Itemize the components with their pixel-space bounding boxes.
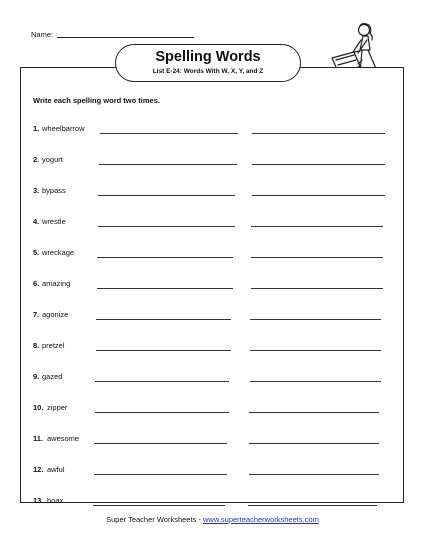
word-number: 3. <box>33 186 40 195</box>
word-number: 7. <box>33 310 40 319</box>
word-number: 8. <box>33 341 40 350</box>
word-number: 12. <box>33 465 44 474</box>
spelling-word: awful <box>47 465 65 474</box>
word-row <box>33 217 393 229</box>
writing-line-first[interactable] <box>98 195 235 196</box>
writing-line-first[interactable] <box>94 443 227 444</box>
writing-line-second[interactable] <box>251 226 383 227</box>
word-row <box>33 372 393 384</box>
word-number: 6. <box>33 279 40 288</box>
word-row <box>33 248 393 260</box>
word-number: 1. <box>33 124 40 133</box>
page-title: Spelling Words <box>155 49 261 65</box>
writing-line-second[interactable] <box>250 319 381 320</box>
spelling-word: pretzel <box>42 341 65 350</box>
word-row <box>33 155 393 167</box>
writing-line-second[interactable] <box>251 257 383 258</box>
spelling-word: bypass <box>42 186 66 195</box>
name-underline[interactable] <box>57 37 194 38</box>
footer <box>0 515 425 524</box>
footer-brand: Super Teacher Worksheets - <box>106 515 203 524</box>
word-row <box>33 434 393 446</box>
writing-line-first[interactable] <box>97 288 233 289</box>
writing-line-first[interactable] <box>95 412 229 413</box>
writing-line-first[interactable] <box>94 474 227 475</box>
spelling-word: zipper <box>47 403 68 412</box>
name-field[interactable] <box>31 30 194 39</box>
writing-line-second[interactable] <box>250 350 381 351</box>
writing-line-first[interactable] <box>100 133 238 134</box>
word-row <box>33 124 393 136</box>
word-number: 5. <box>33 248 40 257</box>
writing-line-first[interactable] <box>96 319 231 320</box>
word-row <box>33 496 393 508</box>
word-row <box>33 465 393 477</box>
writing-line-first[interactable] <box>97 257 233 258</box>
writing-line-second[interactable] <box>252 164 385 165</box>
writing-line-second[interactable] <box>249 443 379 444</box>
word-row <box>33 310 393 322</box>
writing-line-first[interactable] <box>96 350 231 351</box>
word-number: 2. <box>33 155 40 164</box>
word-row <box>33 186 393 198</box>
word-row <box>33 403 393 415</box>
word-number: 11. <box>33 434 44 443</box>
writing-line-second[interactable] <box>250 381 381 382</box>
writing-line-first[interactable] <box>99 164 237 165</box>
spelling-word: awesome <box>47 434 80 443</box>
word-row <box>33 279 393 291</box>
spelling-word: yogurt <box>42 155 63 164</box>
writing-line-second[interactable] <box>249 474 379 475</box>
writing-line-second[interactable] <box>252 195 385 196</box>
writing-line-first[interactable] <box>95 381 229 382</box>
word-number: 4. <box>33 217 40 226</box>
instructions: Write each spelling word two times. <box>33 96 160 105</box>
writing-line-second[interactable] <box>252 133 385 134</box>
word-number: 13. <box>33 496 44 505</box>
spelling-word: amazing <box>42 279 71 288</box>
footer-link[interactable]: www.superteacherworksheets.com <box>202 515 319 524</box>
spelling-word: wrestle <box>42 217 66 226</box>
spelling-word: hoax <box>47 496 64 505</box>
spelling-word: wheelbarrow <box>42 124 85 133</box>
writing-line-second[interactable] <box>251 288 383 289</box>
writing-line-first[interactable] <box>93 505 225 506</box>
writing-line-first[interactable] <box>98 226 235 227</box>
word-number: 10. <box>33 403 44 412</box>
title-banner <box>115 44 301 82</box>
word-number: 9. <box>33 372 40 381</box>
page-subtitle: List E-24: Words With W, X, Y, and Z <box>152 67 264 75</box>
writing-line-second[interactable] <box>249 412 379 413</box>
writing-line-second[interactable] <box>248 505 377 506</box>
name-label: Name: <box>31 30 54 39</box>
spelling-word: agonize <box>42 310 69 319</box>
word-row <box>33 341 393 353</box>
spelling-word: wreckage <box>42 248 75 257</box>
spelling-word: gazed <box>42 372 63 381</box>
